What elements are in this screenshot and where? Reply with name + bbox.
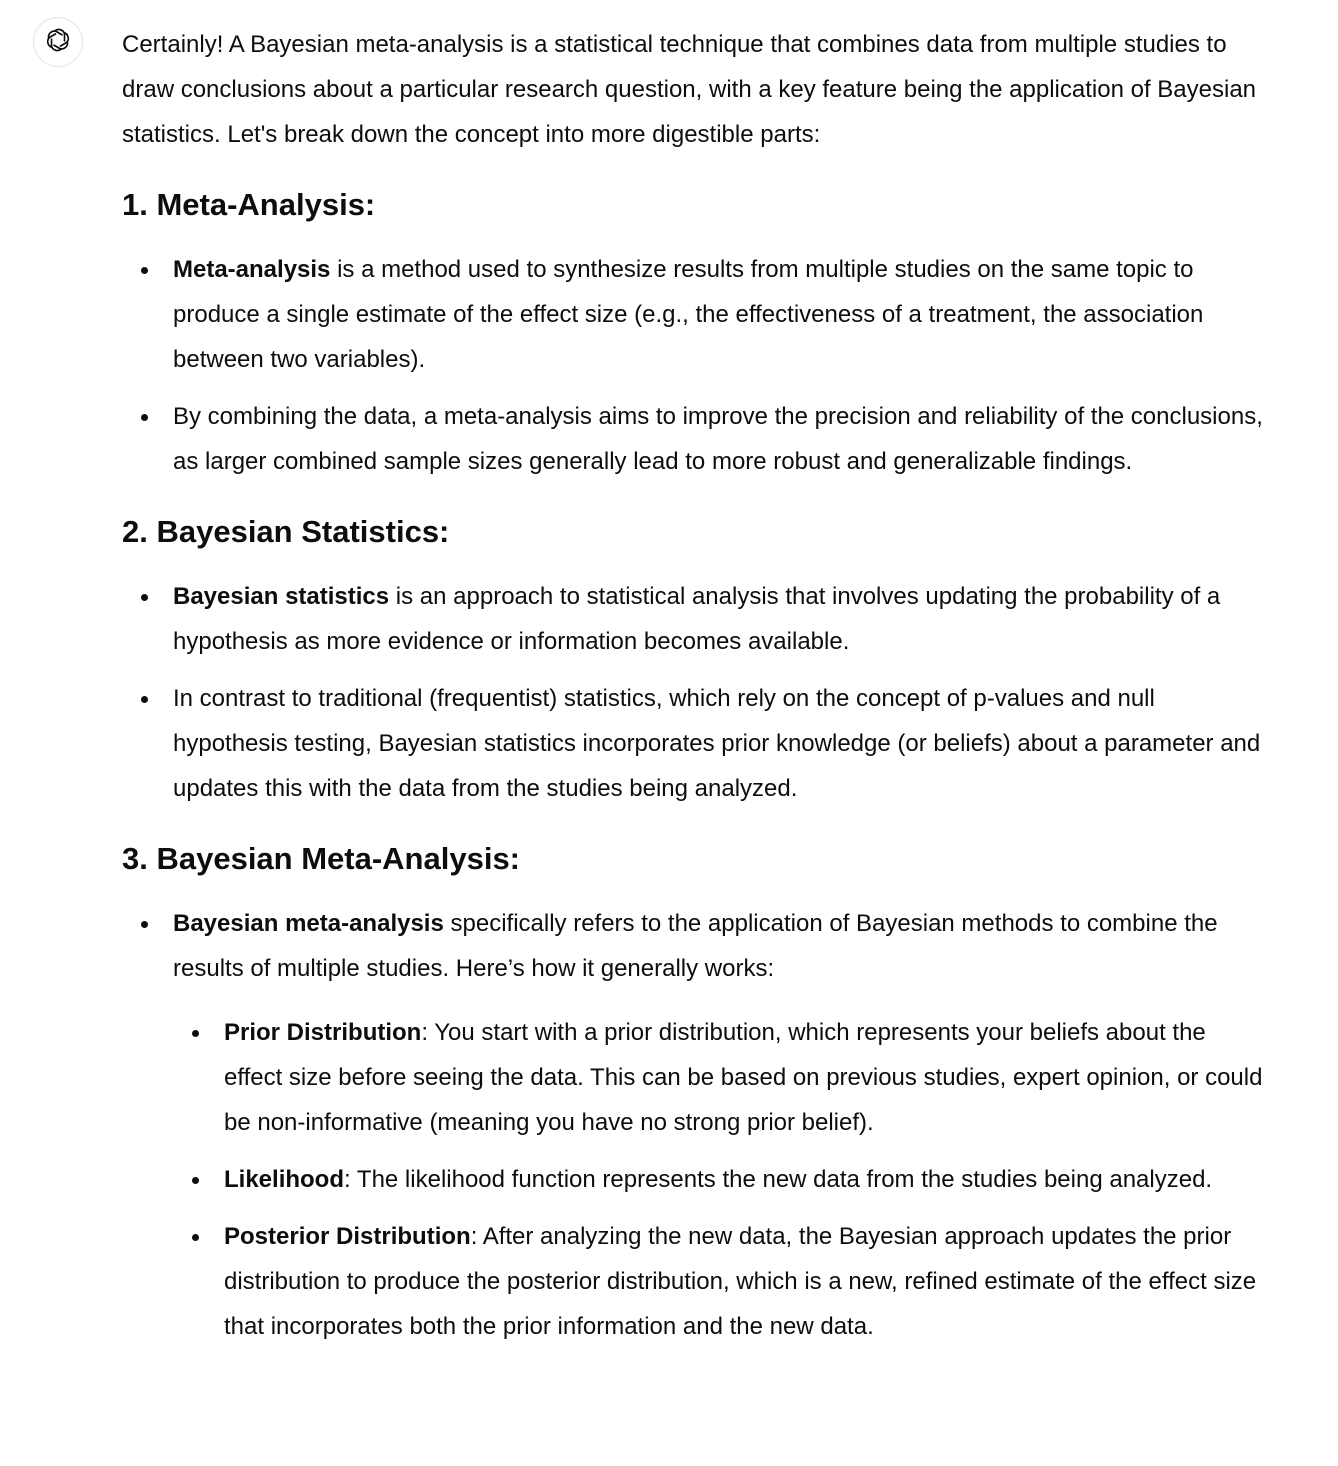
nested-list-item: [224, 1214, 1267, 1349]
list-item: [173, 247, 1267, 382]
assistant-message: [122, 22, 1267, 1361]
section-heading-bayesian-statistics: 2. Bayesian Statistics:: [122, 514, 450, 549]
bayesian-meta-analysis-list: [122, 901, 1267, 1349]
list-item-bold-term: Bayesian meta-analysis: [173, 910, 444, 937]
list-item: [173, 676, 1267, 811]
list-item: [173, 574, 1267, 664]
list-item-bold-term: Likelihood: [224, 1166, 344, 1193]
meta-analysis-list: [122, 247, 1267, 484]
section-heading-meta-analysis: 1. Meta-Analysis:: [122, 187, 376, 222]
openai-logo-icon: [43, 25, 73, 60]
nested-list: [173, 1010, 1267, 1349]
list-item: [173, 394, 1267, 484]
list-item-bold-term: Prior Distribution: [224, 1019, 422, 1046]
bayesian-statistics-list: [122, 574, 1267, 811]
nested-list-item: [224, 1010, 1267, 1145]
list-item-bold-term: Meta-analysis: [173, 256, 331, 283]
list-item-text: By combining the data, a meta-analysis aims to improve the precision and reliability of the conclusions, as larger combined sample sizes generally lead to more robust and generalizable findings.: [173, 403, 1263, 475]
section-heading-bayesian-meta-analysis: 3. Bayesian Meta-Analysis:: [122, 841, 521, 876]
list-item: [173, 901, 1267, 1349]
list-item-text: In contrast to traditional (frequentist) statistics, which rely on the concept of p-values and null hypothesis testing, Bayesian statistics incorporates prior knowledge (or beliefs) about a parameter and updates this with the data from the studies being analyzed.: [173, 685, 1261, 802]
intro-paragraph: Certainly! A Bayesian meta-analysis is a statistical technique that combines data from multiple studies to draw conclusions about a particular research question, with a key feature being the application of Bayesian statistics. Let's break down the concept into more digestible parts:: [122, 31, 1257, 148]
list-item-bold-term: Bayesian statistics: [173, 583, 390, 610]
list-item-text: : You start with a prior distribution, which represents your beliefs about the effect size before seeing the data. This can be based on previous studies, expert opinion, or could be non-informative (meaning you have no strong prior belief).: [224, 1019, 1263, 1136]
list-item-text: specifically refers to the application of Bayesian methods to combine the results of multiple studies. Here’s how it generally works:: [173, 910, 1218, 982]
list-item-text: : After analyzing the new data, the Bayesian approach updates the prior distribution to produce the posterior distribution, which is a new, refined estimate of the effect size that incorporates both the prior information and the new data.: [224, 1223, 1257, 1340]
assistant-avatar: [33, 17, 83, 67]
list-item-text: is an approach to statistical analysis that involves updating the probability of a hypothesis as more evidence or information becomes available.: [173, 583, 1221, 655]
list-item-text: is a method used to synthesize results from multiple studies on the same topic to produce a single estimate of the effect size (e.g., the effectiveness of a treatment, the association between two variables).: [173, 256, 1204, 373]
list-item-bold-term: Posterior Distribution: [224, 1223, 471, 1250]
nested-list-item: [224, 1157, 1267, 1202]
list-item-text: : The likelihood function represents the new data from the studies being analyzed.: [344, 1166, 1213, 1193]
